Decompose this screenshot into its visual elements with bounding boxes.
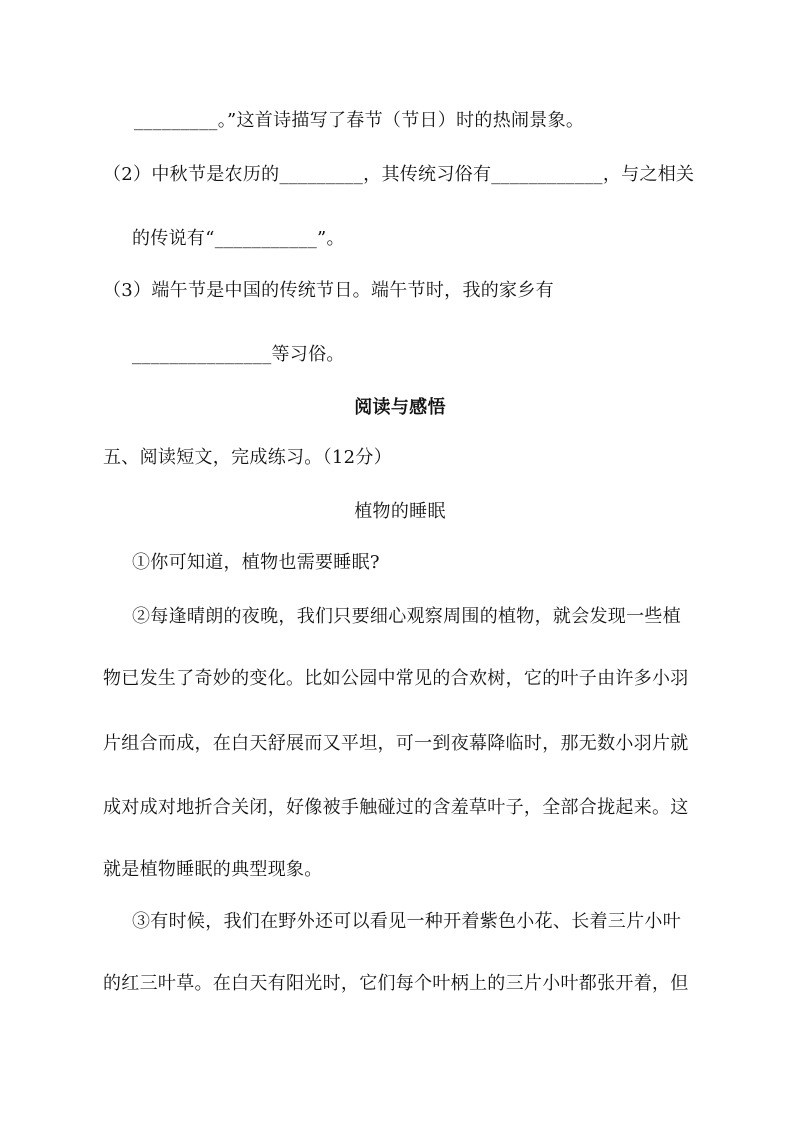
paragraph-2-line-2: 物已发生了奇妙的变化。比如公园中常见的合欢树，它的叶子由许多小羽 (103, 668, 689, 689)
paragraph-2-line-4: 成对成对地折合关闭，好像被手触碰过的含羞草叶子，全部合拢起来。这 (103, 797, 689, 818)
question-2-line-1: （2）中秋节是农历的_________，其传统习俗有____________，与之相关 (103, 164, 695, 185)
section-title: 阅读与感悟 (354, 397, 446, 418)
paragraph-2-line-3: 片组合而成，在白天舒展而又平坦，可一到夜幕降临时，那无数小羽片就 (103, 733, 689, 754)
paragraph-1: ①你可知道，植物也需要睡眠? (132, 552, 380, 573)
fill-in-line-1: _________。”这首诗描写了春节（节日）时的热闹景象。 (134, 110, 585, 131)
paragraph-3-line-1: ③有时候，我们在野外还可以看见一种开着紫色小花、长着三片小叶 (132, 911, 681, 932)
question-3-line-2: _______________等习俗。 (132, 344, 345, 365)
article-title: 植物的睡眠 (354, 501, 446, 522)
paragraph-2-line-5: 就是植物睡眠的典型现象。 (103, 859, 323, 880)
question-five-heading: 五、阅读短文，完成练习。（12分） (103, 447, 393, 468)
paragraph-3-line-2: 的红三叶草。在白天有阳光时，它们每个叶柄上的三片小叶都张开着，但 (103, 973, 689, 994)
question-2-line-2: 的传说有“___________”。 (132, 228, 345, 249)
question-3-line-1: （3）端午节是中国的传统节日。端午节时，我的家乡有 (103, 280, 554, 301)
paragraph-2-line-1: ②每逢晴朗的夜晚，我们只要细心观察周围的植物，就会发现一些植 (132, 606, 681, 627)
